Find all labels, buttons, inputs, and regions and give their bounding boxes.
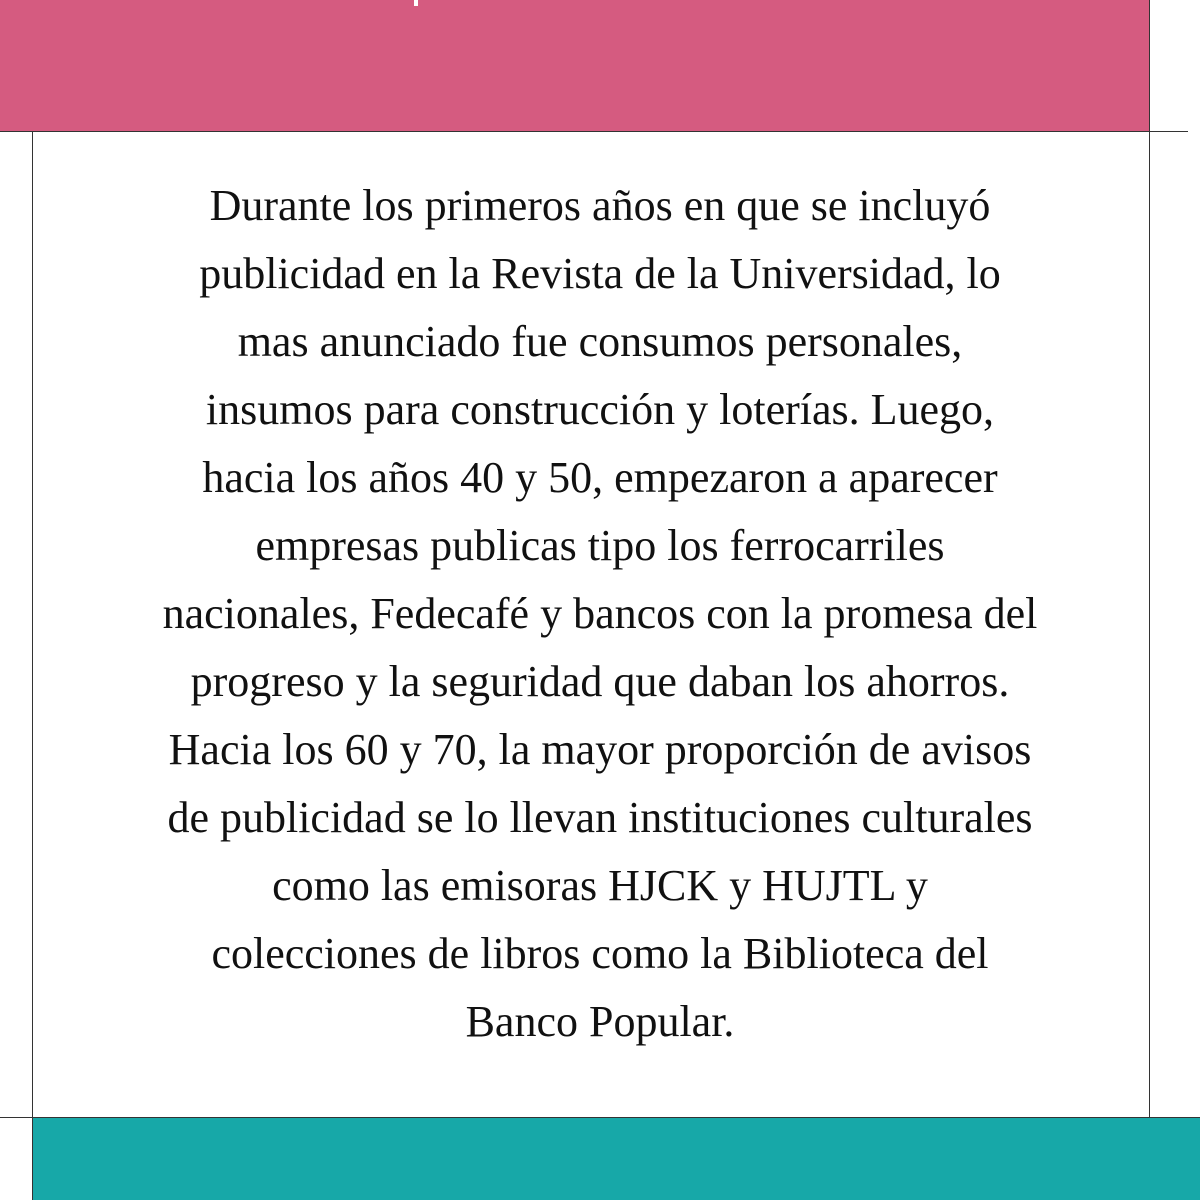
- frame-left-bottom-tick: [0, 1117, 32, 1118]
- frame-left-line: [32, 132, 33, 1118]
- frame-right-line: [1149, 132, 1150, 1118]
- frame-right-top-tick: [1150, 131, 1188, 132]
- bottom-color-band: [32, 1117, 1200, 1200]
- body-paragraph: Durante los primeros años en que se incluyó publicidad en la Revista de la Universidad, lo mas anunciado fue consumos personales, insumos para construcción y loterías. Luego, hacia los años 40 y 50, empezaron a aparecer empresas publicas tipo los ferrocarriles nacionales, Fedecafé y bancos con la promesa del progreso y la seguridad que daban los ahorros. Hacia los 60 y 70, la mayor proporción de avisos de publicidad se lo llevan instituciones culturales como las emisoras HJCK y HUJTL y colecciones de libros como la Biblioteca del Banco Popular.: [162, 181, 1038, 1046]
- top-color-band: [0, 0, 1150, 132]
- cropped-heading-mark: [414, 0, 418, 6]
